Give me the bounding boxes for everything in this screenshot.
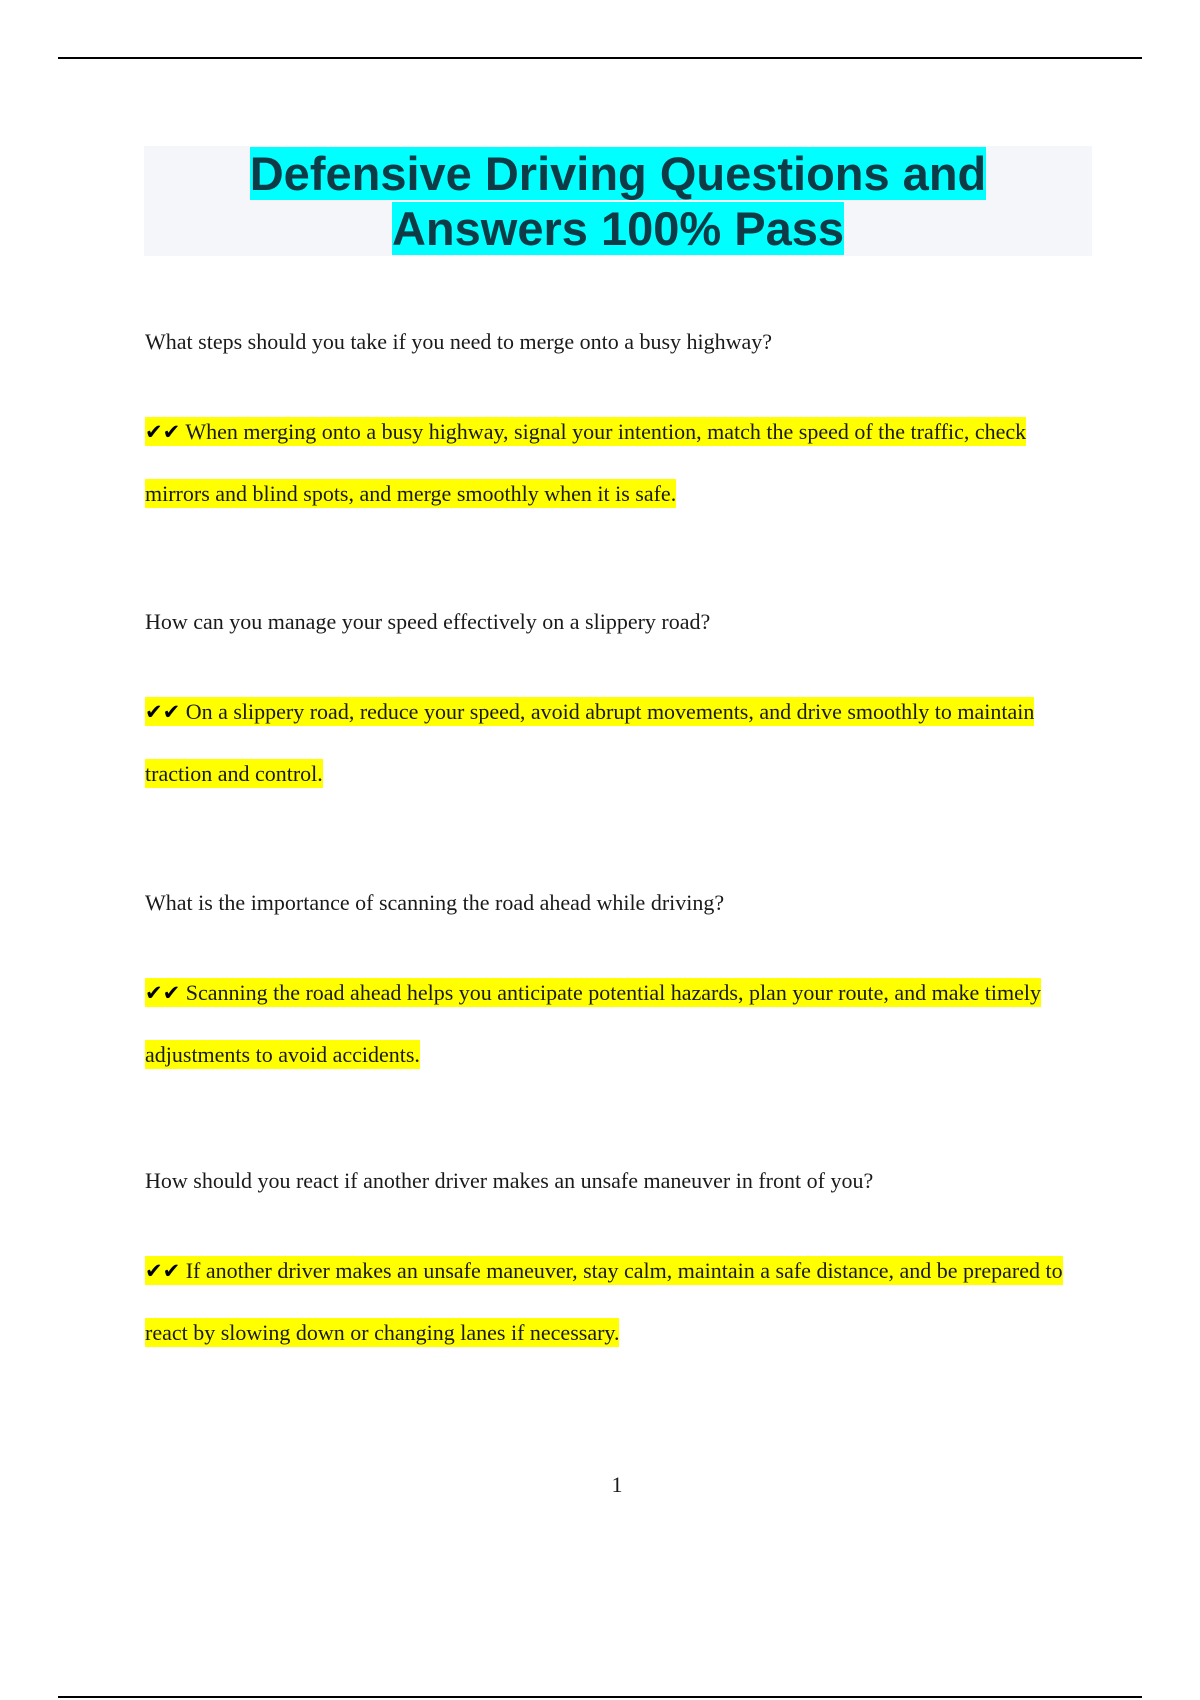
qa-item-2 [145, 607, 1075, 804]
check-icon: ✔✔ [145, 981, 181, 1005]
question-text: How should you react if another driver makes an unsafe maneuver in front of you? [145, 1168, 874, 1193]
answer-body: On a slippery road, reduce your speed, avoid abrupt movements, and drive smoothly to maintain traction and control. [145, 699, 1035, 786]
answer-text [145, 1240, 1075, 1363]
title-block [144, 146, 1092, 256]
answer-text [145, 681, 1075, 804]
check-icon: ✔✔ [145, 1259, 181, 1283]
question-text: What steps should you take if you need to merge onto a busy highway? [145, 329, 773, 354]
answer-body: Scanning the road ahead helps you anticipate potential hazards, plan your route, and make timely adjustments to avoid accidents. [145, 980, 1041, 1067]
bottom-rule [58, 1696, 1142, 1698]
page-number: 1 [611, 1472, 623, 1497]
title-line-1: Defensive Driving Questions and [249, 147, 987, 200]
answer-body: When merging onto a busy highway, signal your intention, match the speed of the traffic, check mirrors and blind spots, and merge smoothly when it is safe. [145, 419, 1027, 506]
check-icon: ✔✔ [145, 420, 181, 444]
qa-item-1 [145, 327, 1075, 524]
question-text: How can you manage your speed effectively on a slippery road? [145, 609, 711, 634]
check-icon: ✔✔ [145, 700, 181, 724]
title-line-2: Answers 100% Pass [391, 202, 844, 255]
top-rule [58, 57, 1142, 59]
qa-item-4 [145, 1166, 1075, 1363]
answer-body: If another driver makes an unsafe maneuver, stay calm, maintain a safe distance, and be prepared to react by slowing down or changing lanes if necessary. [145, 1258, 1063, 1345]
answer-text [145, 962, 1075, 1085]
document-title [144, 146, 1092, 256]
answer-text [145, 401, 1075, 524]
qa-item-3 [145, 888, 1075, 1085]
question-text: What is the importance of scanning the road ahead while driving? [145, 890, 725, 915]
